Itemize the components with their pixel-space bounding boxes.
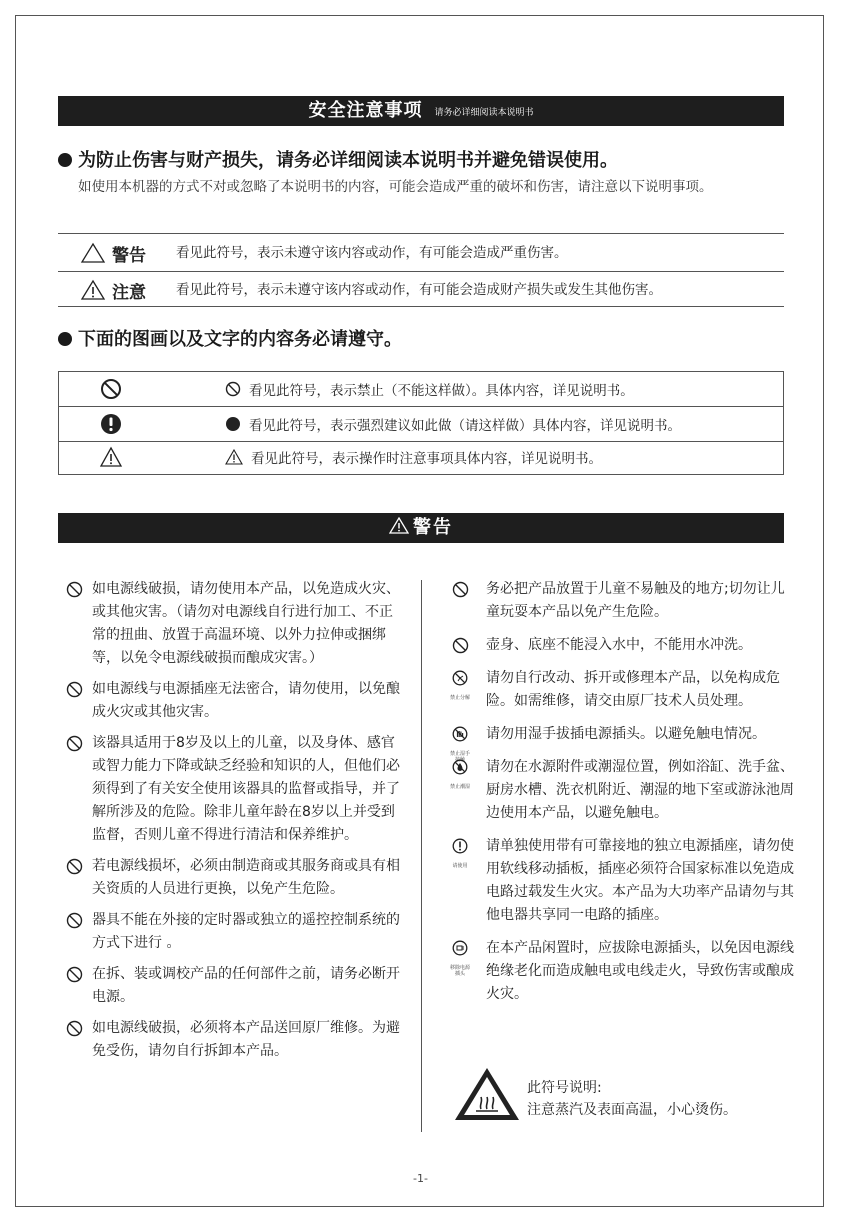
section1-heading: 为防止伤害与财产损失，请务必详细阅读本说明书并避免错误使用。: [58, 146, 618, 172]
warning-bar-title: 警告: [413, 517, 453, 538]
symbol-row-caution: 看见此符号，表示操作时注意事项具体内容，详见说明书。: [59, 440, 783, 474]
no-disassembly-icon: [452, 670, 468, 686]
unplug-icon: [452, 940, 468, 956]
no-wet-hands-icon: [452, 726, 468, 742]
section1-intro: 如使用本机器的方式不对或忽略了本说明书的内容，可能会造成严重的破坏和伤害，请注意以下说明事项。: [78, 179, 713, 195]
level-warning-text: 看见此符号，表示未遵守该内容或动作，有可能会造成严重伤害。: [176, 245, 568, 261]
bullet-icon: [58, 332, 72, 346]
page-number: -1-: [413, 1172, 428, 1185]
list-item: 务必把产品放置于儿童不易触及的地方;切勿让儿童玩耍本产品以免产生危险。: [450, 578, 795, 624]
hot-surface-icon: [452, 1065, 522, 1123]
page-subtitle: 请务必详细阅读本说明书: [434, 108, 534, 118]
list-item: 请使用 请单独使用带有可靠接地的独立电源插座，请勿使用软线移动插板，插座必须符合国家标准以免造成电路过载发生火灾。本产品为大功率产品请勿与其他电器共享同一电路的插座。: [452, 838, 794, 923]
caution-triangle-icon: [80, 279, 106, 301]
filled-circle-icon: [225, 416, 241, 432]
prohibition-icon: [225, 381, 241, 397]
column-divider: [421, 580, 422, 1132]
level-caution-text: 看见此符号，表示未遵守该内容或动作，有可能会造成财产损失或发生其他伤害。: [176, 282, 662, 298]
level-warning-row: 警告 看见此符号，表示未遵守该内容或动作，有可能会造成严重伤害。: [58, 233, 784, 271]
prohibition-icon: [66, 858, 83, 875]
section2-heading: 下面的图画以及文字的内容务必请遵守。: [58, 325, 402, 351]
page-title: 安全注意事项: [308, 100, 423, 121]
list-item: 该器具适用于8岁及以上的儿童，以及身体、感官或智力能力下降或缺乏经验和知识的人，但他们必须得到了有关安全使用该器具的监督或指导，并了解所涉及的危险。除非儿童年龄在8岁以上并受到监督，否则儿童不得进行清洁和保养维护。: [66, 732, 406, 847]
prohibition-icon: [66, 581, 83, 598]
prohibition-icon: [100, 378, 122, 400]
list-item: 禁止潮湿 请勿在水源附件或潮湿位置，例如浴缸、洗手盆、厨房水槽、洗衣机附近、潮湿的地下室或游泳池周边使用本产品，以避免触电。: [450, 759, 794, 821]
mandatory-icon: [100, 413, 122, 435]
list-item: 移除电源插头 在本产品闲置时，应拔除电源插头，以免因电源线绝缘老化而造成触电或电线走火，导致伤害或酿成火灾。: [450, 940, 794, 1002]
list-item: 壶身、底座不能浸入水中，不能用水冲洗。: [450, 634, 795, 657]
mandatory-icon: [452, 838, 468, 854]
prohibition-icon: [66, 966, 83, 983]
list-item: 禁止分解 请勿自行改动、拆开或修理本产品，以免构成危险。如需维修，请交由原厂技术人员处理。: [450, 670, 780, 709]
symbol-row-prohibition: 看见此符号，表示禁止（不能这样做）。具体内容，详见说明书。: [59, 372, 783, 406]
prohibition-icon: [66, 681, 83, 698]
list-item: 禁止湿手接触 请勿用湿手拔插电源插头。以避免触电情况。: [450, 726, 766, 763]
prohibition-icon: [452, 581, 469, 598]
warning-bar: [58, 513, 784, 543]
list-item: 在拆、装或调校产品的任何部件之前，请务必断开电源。: [66, 963, 406, 1009]
warning-triangle-icon: [80, 242, 106, 264]
list-item: 如电源线破损，必须将本产品送回原厂维修。为避免受伤，请勿自行拆卸本产品。: [66, 1017, 406, 1063]
prohibition-icon: [452, 637, 469, 654]
left-warning-list: [66, 578, 406, 1071]
prohibition-icon: [66, 735, 83, 752]
caution-triangle-icon: [99, 446, 123, 468]
prohibition-icon: [66, 1020, 83, 1037]
list-item: 器具不能在外接的定时器或独立的遥控控制系统的方式下进行 。: [66, 909, 406, 955]
list-item: 如电源线破损，请勿使用本产品，以免造成火灾、或其他灾害。（请勿对电源线自行进行加工、不正常的扭曲、放置于高温环境、以外力拉伸或捆绑等，以免令电源线破损而酿成灾害。）: [66, 578, 406, 670]
title-bar: [58, 96, 784, 126]
symbol-row-mandatory: 看见此符号，表示强烈建议如此做（请这样做）具体内容，详见说明书。: [59, 406, 783, 442]
list-item: 若电源线损坏，必须由制造商或其服务商或具有相关资质的人员进行更换，以免产生危险。: [66, 855, 406, 901]
hot-surface-note: 此符号说明: 注意蒸汽及表面高温，小心烫伤。: [527, 1080, 737, 1118]
level-caution-row: 注意 看见此符号，表示未遵守该内容或动作，有可能会造成财产损失或发生其他伤害。: [58, 271, 784, 307]
prohibition-icon: [66, 912, 83, 929]
right-warning-list: [450, 578, 795, 1016]
symbol-table: [58, 371, 784, 475]
caution-triangle-icon: [389, 517, 409, 534]
caution-triangle-icon: [225, 449, 243, 465]
bullet-icon: [58, 153, 72, 167]
no-wet-place-icon: [452, 759, 468, 775]
list-item: 如电源线与电源插座无法密合，请勿使用，以免酿成火灾或其他灾害。: [66, 678, 406, 724]
